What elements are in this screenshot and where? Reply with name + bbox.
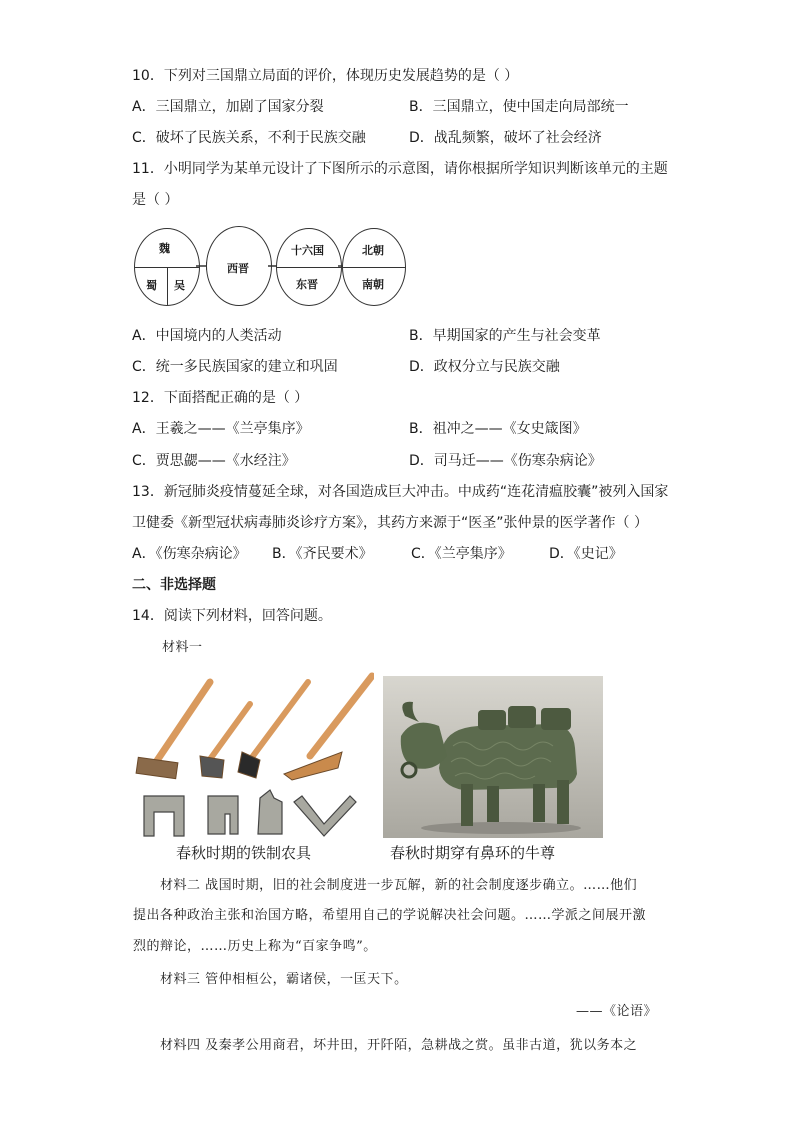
dynasty-diagram xyxy=(134,226,406,312)
circle-northern-southern xyxy=(342,228,406,306)
q13-stem-line2: 卫健委《新型冠状病毒肺炎诊疗方案》，其药方来源于“医圣”张仲景的医学著作（ ） xyxy=(132,515,648,531)
label-xijin: 西晋 xyxy=(227,262,249,275)
q13-option-a: A．《伤寒杂病论》 xyxy=(132,546,247,562)
label-dongjin: 东晋 xyxy=(296,278,318,291)
q10-option-c: C．破坏了民族关系，不利于民族交融 xyxy=(132,130,366,146)
q10-stem: 10．下列对三国鼎立局面的评价，体现历史发展趋势的是（ ） xyxy=(132,68,519,84)
q13-stem-line1: 13．新冠肺炎疫情蔓延全球，对各国造成巨大冲击。中成药“连花清瘟胶囊”被列入国家 xyxy=(132,484,669,500)
q10-option-b: B．三国鼎立，使中国走向局部统一 xyxy=(409,99,629,115)
label-shu: 蜀 xyxy=(146,279,157,292)
q12-option-d: D．司马迁——《伤寒杂病论》 xyxy=(409,453,602,469)
material3-text: 材料三 管仲相桓公，霸诸侯，一匡天下。 xyxy=(160,972,408,987)
q14-stem: 14．阅读下列材料，回答问题。 xyxy=(132,608,332,624)
material1-label: 材料一 xyxy=(162,640,203,655)
section-title: 二、非选择题 xyxy=(132,577,216,593)
material2-line2: 提出各种政治主张和治国方略，希望用自己的学说解决社会问题。……学派之间展开激 xyxy=(133,908,647,923)
q11-stem-line2: 是（ ） xyxy=(132,192,179,208)
iron-tools-illustration xyxy=(132,672,374,838)
label-shiliuguo: 十六国 xyxy=(291,244,324,257)
q13-option-d: D．《史记》 xyxy=(549,546,623,562)
q12-option-c: C．贾思勰——《水经注》 xyxy=(132,453,296,469)
q10-option-a: A．三国鼎立，加剧了国家分裂 xyxy=(132,99,324,115)
q11-option-c: C．统一多民族国家的建立和巩固 xyxy=(132,359,338,375)
label-wei: 魏 xyxy=(159,242,170,255)
q13-option-c: C．《兰亭集序》 xyxy=(411,546,512,562)
q12-stem: 12．下面搭配正确的是（ ） xyxy=(132,390,309,406)
q11-option-b: B．早期国家的产生与社会变革 xyxy=(409,328,601,344)
material2-line1: 材料二 战国时期，旧的社会制度进一步瓦解，新的社会制度逐步确立。……他们 xyxy=(160,878,638,893)
label-nanchao: 南朝 xyxy=(362,278,384,291)
q11-option-d: D．政权分立与民族交融 xyxy=(409,359,560,375)
q11-option-a: A．中国境内的人类活动 xyxy=(132,328,282,344)
circle-sixteen-kingdoms xyxy=(276,228,342,306)
material3-source: ——《论语》 xyxy=(576,1004,658,1019)
bronze-ox-zun-photo xyxy=(383,676,603,838)
q13-option-b: B．《齐民要术》 xyxy=(272,546,373,562)
material2-line3: 烈的辩论，……历史上称为“百家争鸣”。 xyxy=(133,939,377,954)
caption-iron-tools: 春秋时期的铁制农具 xyxy=(176,844,312,862)
q10-option-d: D．战乱频繁，破坏了社会经济 xyxy=(409,130,602,146)
q11-stem-line1: 11．小明同学为某单元设计了下图所示的示意图，请你根据所学知识判断该单元的主题 xyxy=(132,161,668,177)
label-beichao: 北朝 xyxy=(362,244,384,257)
label-wu: 吴 xyxy=(174,279,185,292)
material4-line1: 材料四 及秦孝公用商君，坏井田，开阡陌，急耕战之赏。虽非古道，犹以务本之 xyxy=(160,1038,638,1053)
q12-option-b: B．祖冲之——《女史箴图》 xyxy=(409,421,587,437)
caption-ox-zun: 春秋时期穿有鼻环的牛尊 xyxy=(390,844,556,862)
q12-option-a: A．王羲之——《兰亭集序》 xyxy=(132,421,310,437)
